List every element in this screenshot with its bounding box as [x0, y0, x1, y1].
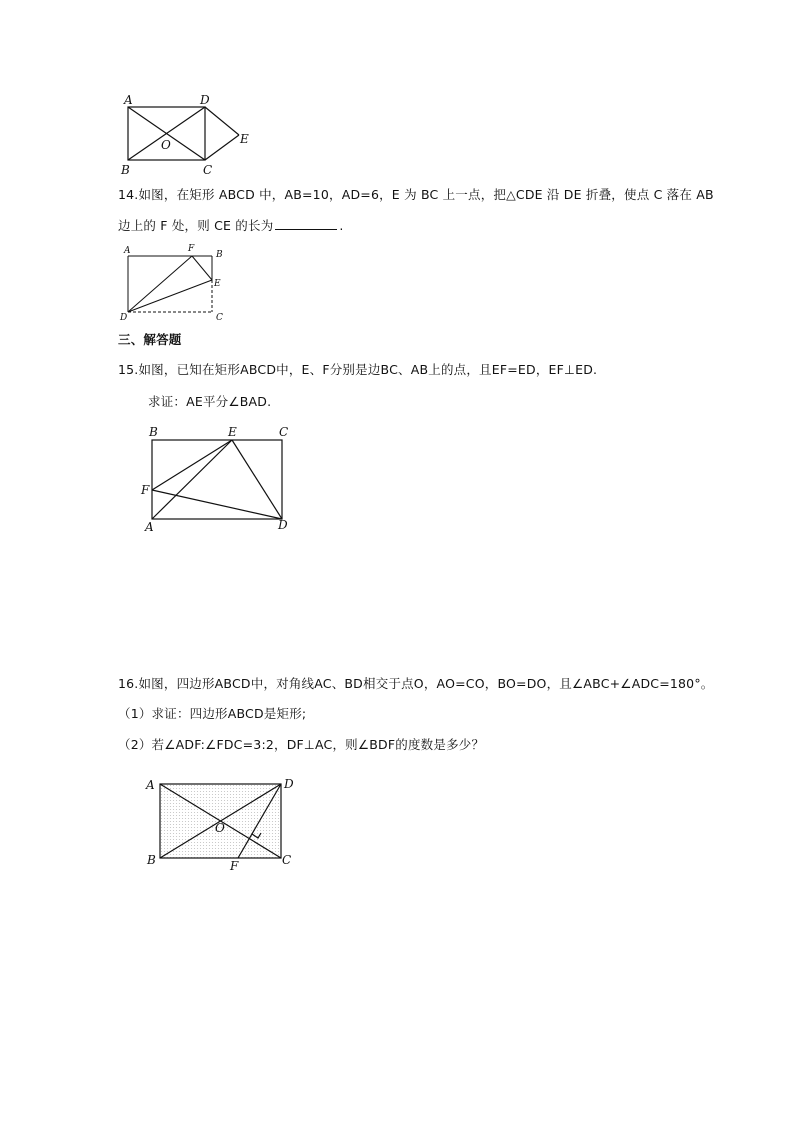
- q16-part1: （1）求证：四边形ABCD是矩形;: [118, 706, 307, 721]
- segment-ae: [152, 440, 232, 519]
- segment-ed: [232, 440, 282, 519]
- segment-ce: [205, 135, 239, 160]
- figure-13-diagram: [115, 90, 265, 180]
- label-d: D: [200, 93, 210, 107]
- label-e: E: [214, 279, 221, 289]
- q14-line2-text: 边上的 F 处，则 CE 的长为: [118, 218, 274, 233]
- q14-line1: 14.如图，在矩形 ABCD 中，AB=10，AD=6，E 为 BC 上一点，把△CDE 沿 DE 折叠，使点 C 落在 AB: [118, 187, 714, 202]
- label-a: A: [124, 246, 131, 256]
- segment-fe: [192, 256, 212, 280]
- label-c: C: [203, 163, 213, 177]
- label-f: F: [230, 859, 239, 873]
- label-b: B: [147, 853, 156, 867]
- label-f: F: [141, 483, 150, 497]
- label-a: A: [145, 520, 154, 534]
- label-d: D: [120, 313, 128, 323]
- label-a: A: [146, 778, 155, 792]
- rectangle-abcd: [152, 440, 282, 519]
- label-c: C: [216, 313, 223, 323]
- segment-de: [128, 280, 212, 312]
- segment-fe: [152, 440, 232, 490]
- label-a: A: [124, 93, 133, 107]
- segment-df: [128, 256, 192, 312]
- figure-14-diagram: [116, 240, 236, 325]
- q14-line2: [118, 217, 344, 234]
- figure-15-diagram: [138, 420, 303, 536]
- section-title: 三、解答题: [118, 332, 182, 347]
- q15-line1: 15.如图，已知在矩形ABCD中，E、F分别是边BC、AB上的点，且EF=ED，EF⊥ED.: [118, 362, 598, 377]
- label-b: B: [121, 163, 130, 177]
- q15-line2: 求证：AE平分∠BAD.: [148, 394, 272, 409]
- label-o: O: [161, 138, 171, 152]
- label-o: O: [215, 821, 225, 835]
- figure-16-diagram: [142, 772, 302, 877]
- label-d: D: [284, 777, 294, 791]
- q16-part2: （2）若∠ADF:∠FDC=3:2，DF⊥AC，则∠BDF的度数是多少？: [118, 737, 485, 752]
- label-b: B: [216, 250, 223, 260]
- label-f: F: [188, 244, 195, 254]
- label-b: B: [149, 425, 158, 439]
- segment-de: [205, 107, 239, 135]
- label-d: D: [278, 518, 288, 532]
- segment-fd: [152, 490, 282, 519]
- label-e: E: [228, 425, 237, 439]
- q14-line2-end: .: [339, 218, 344, 233]
- answer-blank: [275, 217, 337, 230]
- q16-line1: 16.如图，四边形ABCD中，对角线AC、BD相交于点O，AO=CO，BO=DO，且∠ABC+∠ADC=180°。: [118, 676, 714, 691]
- label-e: E: [240, 132, 249, 146]
- label-c: C: [279, 425, 289, 439]
- label-c: C: [282, 853, 292, 867]
